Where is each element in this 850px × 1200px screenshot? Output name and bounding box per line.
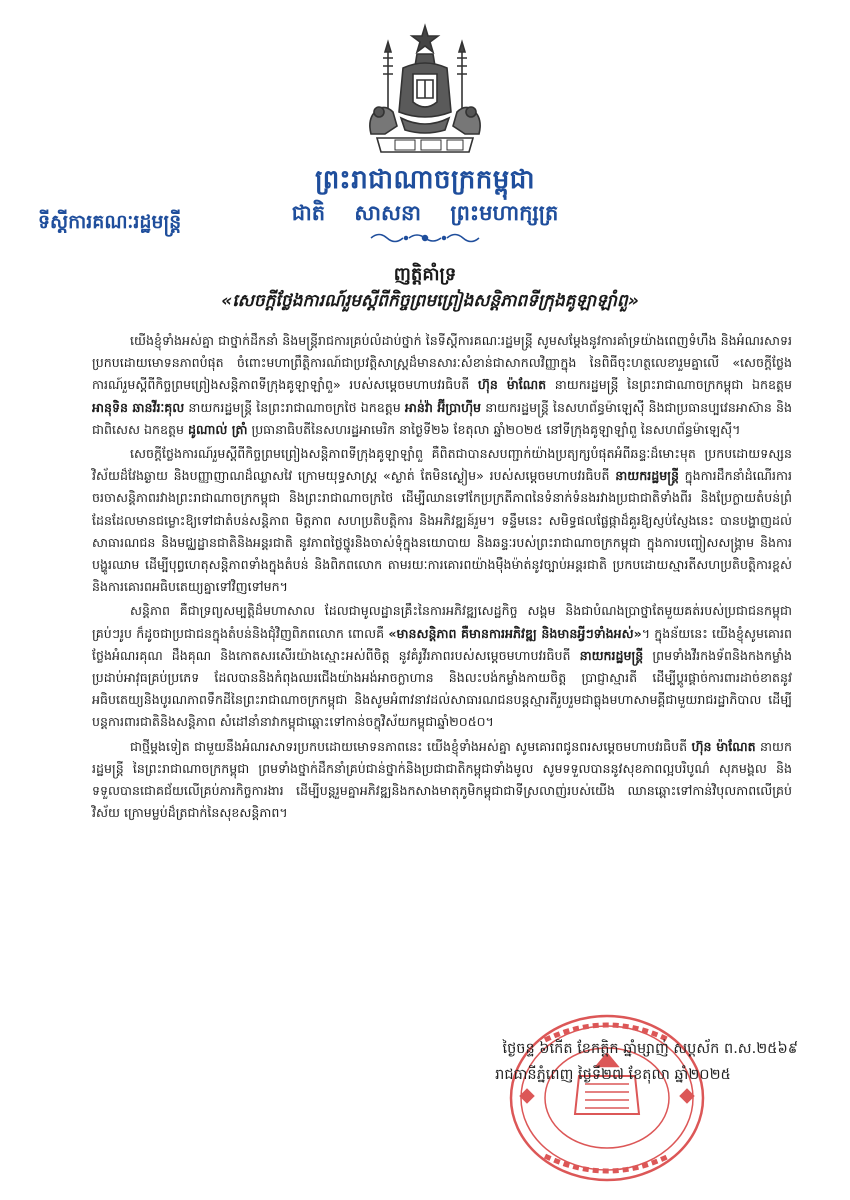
motto-religion: សាសនា [354, 201, 421, 225]
name-hun-manet: ហ៊ុន ម៉ាណែត [691, 738, 756, 754]
prime-minister-bold: នាយករដ្ឋមន្ត្រី [579, 647, 644, 663]
official-red-seal-stamp [505, 1010, 710, 1185]
kingdom-name-heading: ព្រះរាជាណាចក្រកម្ពុជា [315, 165, 535, 195]
name-hun-manet: ហ៊ុន ម៉ាណែត [477, 377, 547, 393]
lunar-date: ថ្ងៃចន្ទ ៦កើត ខែកត្តិក ឆ្នាំម្សាញ់ សប្តស័ក ព.ស.២៥៦៩ [502, 1041, 798, 1057]
paragraph-2: សេចក្ដីថ្លែងការណ៍រួមស្ដីពីកិច្ចព្រមព្រៀងសន្តិភាពទីក្រុងគូឡាឡាំពួ គឺពិតជាបានសបញ្ជាក់យ៉ាងប្រត្យក្សបំផុតអំពីឆន្ទៈដ៏មោះមុត ប្រកបដោយទស្សនវិស័យដ៏វែងឆ្ងាយ និងបញ្ញាញាណដ៏ឈ្លាសវៃ ក្រោមយុទ្ធសាស្ត្រ «ស្ងាត់ តែមិនស្ងៀម» របស់សម្ដេចមហាបវរធិបតី នាយករដ្ឋមន្ត្រី ក្នុងការដឹកនាំដំណើរការចរចាសន្តិភាពរវាងព្រះរាជាណាចក្រកម្ពុជា និងព្រះរាជាណាចក្រថៃ ដើម្បីឈានទៅកែប្រក្រតីភាពនៃទំនាក់ទំនងរវាងប្រជាជាតិទាំងពីរ និងប្រែក្លាយតំបន់ព្រំដែនដែលមានជម្លោះឱ្យទៅជាតំបន់សន្តិភាព មិត្តភាព សហប្រតិបត្តិការ និងអភិវឌ្ឍន៍រួម។ ទន្ទឹមនេះ សមិទ្ធផលផ្លែផ្កាដ៏គួរឱ្យស្ញប់ស្ញែងនេះ បានបង្ហាញដល់សាធារណជន និងមជ្ឈដ្ឋានជាតិនិងអន្តរជាតិ នូវភាពថ្លៃថ្នូរនិងចាស់ទុំក្នុងនយោបាយ និងឆន្ទៈរបស់ព្រះរាជាណាចក្រកម្ពុជា ក្នុងការបញ្ចៀសសង្គ្រាម និងការបង្ហូរឈាម ដើម្បីបុព្វហេតុសន្តិភាពទាំងក្នុងតំបន់ និងពិភពលោក តាមរយៈការគោរពយ៉ាងម៉ឺងម៉ាត់នូវច្បាប់អន្តរជាតិ ប្រកបដោយស្មារតីសហប្រតិបត្តិការខ្ពស់ និងការគោរពអធិបតេយ្យគ្នាទៅវិញទៅមក។ [92, 446, 792, 595]
name-trump: ដូណាល់ ត្រាំ [187, 421, 248, 437]
paragraph-1: យើងខ្ញុំទាំងអស់គ្នា ជាថ្នាក់ដឹកនាំ និងមន្ត្រីរាជការគ្រប់លំដាប់ថ្នាក់ នៃទីស្ដីការគណៈរដ្ឋមន្ត្រី សូមសម្ដែងនូវការគាំទ្រយ៉ាងពេញទំហឹង និងអំណរសាទរប្រកបដោយមោទនភាពបំផុត ចំពោះមហាព្រឹត្តិការណ៍ជាប្រវត្តិសាស្ត្រដ៏មានសារៈសំខាន់ជាសាកលវិញ្ញាក្នុង នៃពិធីចុះហត្ថលេខារួមគ្នាលើ «សេចក្ដីថ្លែងការណ៍រួមស្ដីពីកិច្ចព្រមព្រៀងសន្តិភាពទីក្រុងគូឡាឡាំពួ» របស់សម្ដេចមហាបវរធិបតី ហ៊ុន ម៉ាណែត នាយករដ្ឋមន្ត្រី នៃព្រះរាជាណាចក្រកម្ពុជា ឯកឧត្ដម អានុទិន ឆានវីរៈគុល នាយករដ្ឋមន្ត្រី នៃព្រះរាជាណាចក្រថៃ ឯកឧត្ដម អាន់វ៉ា អ៊ីប្រាហ៊ីម នាយករដ្ឋមន្ត្រី នៃសហព័ន្ធម៉ាឡេស៊ី និងជាប្រធានប្បវេនអាស៊ាន និងជាពិសេស ឯកឧត្ដម ដូណាល់ ត្រាំ ប្រធានាធិបតីនៃសហរដ្ឋអាមេរិក នាថ្ងៃទី២៦ ខែតុលា ឆ្នាំ២០២៥ នៅទីក្រុងគូឡាឡាំពួ នៃសហព័ន្ធម៉ាឡេស៊ី។ [92, 333, 792, 437]
paragraph-3: សន្តិភាព គឺជាទ្រព្យសម្បត្តិដ៏មហាសាល ដែលជាមូលដ្ឋានគ្រឹះនៃការអភិវឌ្ឍសេដ្ឋកិច្ច សង្គម និងជាបំណងប្រាថ្នាតែមួយគត់របស់ប្រជាជនកម្ពុជាគ្រប់ៗរូប ក៏ដូចជាប្រជាជនក្នុងតំបន់និងជុំវិញពិភពលោក ពោលគឺ «មានសន្តិភាព គឺមានការអភិវឌ្ឍ និងមានអ្វីៗទាំងអស់»។ ក្នុងន័យនេះ យើងខ្ញុំសូមគោរពថ្លែងអំណរគុណ ដឹងគុណ និងកោតសរសើរយ៉ាងស្មោះអស់ពីចិត្ត នូវគំរូវីរភាពរបស់សម្ដេចមហាបវរធិបតី នាយករដ្ឋមន្ត្រី ព្រមទាំងវីរកងទ័ពនិងកងកម្លាំងប្រដាប់អាវុធគ្រប់ប្រភេទ ដែលបាននិងកំពុងឈរជើងយ៉ាងអង់អាចក្លាហាន និងលះបង់កម្លាំងកាយចិត្ត ប្រាជ្ញាស្មារតី ដើម្បីប្ដូរផ្ដាច់ការពារដាច់ខាតនូវអធិបតេយ្យនិងបូរណភាពទឹកដីនៃព្រះរាជាណាចក្រកម្ពុជា និងសូមអំពាវនាវដល់សាធារណជនបន្តស្មារតីរួបរួមជាធ្លុងមហាសាមគ្គីជាមួយរាជរដ្ឋាភិបាល ដើម្បីបន្តការពារជាតិនិងសន្តិភាព សំដៅនាំនាវាកម្ពុជាឆ្ពោះទៅកាន់ចក្ខុវិស័យកម្ពុជាឆ្នាំ២០៥០។ [92, 603, 793, 730]
motto-nation: ជាតិ [291, 201, 326, 225]
name-anutin: អានុទិន ឆានវីរៈគុល [92, 399, 185, 415]
royal-coat-of-arms-emblem [355, 22, 495, 157]
motto-king: ព្រះមហាក្សត្រ [450, 201, 559, 225]
document-type-heading: ញត្តិគាំទ្រ [393, 264, 457, 285]
prime-minister-bold: នាយករដ្ឋមន្ត្រី [615, 468, 679, 484]
peace-quote: «មានសន្តិភាព គឺមានការអភិវឌ្ឍ និងមានអ្វីៗទាំងអស់» [388, 625, 642, 641]
place-and-date: រាជធានីភ្នំពេញ ថ្ងៃទី២៧ ខែតុលា ឆ្នាំ២០២៥ [495, 1067, 731, 1083]
document-body [92, 330, 792, 826]
issuing-office: ទីស្ដីការគណៈរដ្ឋមន្ត្រី [38, 211, 182, 233]
paragraph-4: ជាថ្មីម្ដងទៀត ជាមួយនឹងអំណរសាទរប្រកបដោយមោទនភាពនេះ យើងខ្ញុំទាំងអស់គ្នា សូមគោរពជូនពរសម្ដេចមហាបវរធិបតី ហ៊ុន ម៉ាណែត នាយករដ្ឋមន្ត្រី នៃព្រះរាជាណាចក្រកម្ពុជា ព្រមទាំងថ្នាក់ដឹកនាំគ្រប់ជាន់ថ្នាក់និងប្រជាជាតិកម្ពុជាទាំងមូល សូមទទួលបាននូវសុខភាពល្អបរិបូណ៌ សុភមង្គល និងទទួលបានជោគជ័យលើគ្រប់ភារកិច្ចការងារ ដើម្បីបន្តរួមគ្នាអភិវឌ្ឍនិងកសាងមាតុភូមិកម្ពុជាជាទីស្រលាញ់របស់យើង ឈានឆ្ពោះទៅកាន់វិបុលភាពលើគ្រប់វិស័យ ក្រោមម្លប់ដ៏ត្រជាក់នៃសុខសន្តិភាព។ [92, 738, 792, 821]
document-title: «សេចក្ដីថ្លែងការណ៍រួមស្ដីពីកិច្ចព្រមព្រៀងសន្តិភាពទីក្រុងគូឡាឡាំពួ» [221, 291, 639, 311]
name-anwar: អាន់វ៉ា អ៊ីប្រាហ៊ីម [404, 399, 482, 415]
decorative-divider-ornament [365, 228, 485, 248]
